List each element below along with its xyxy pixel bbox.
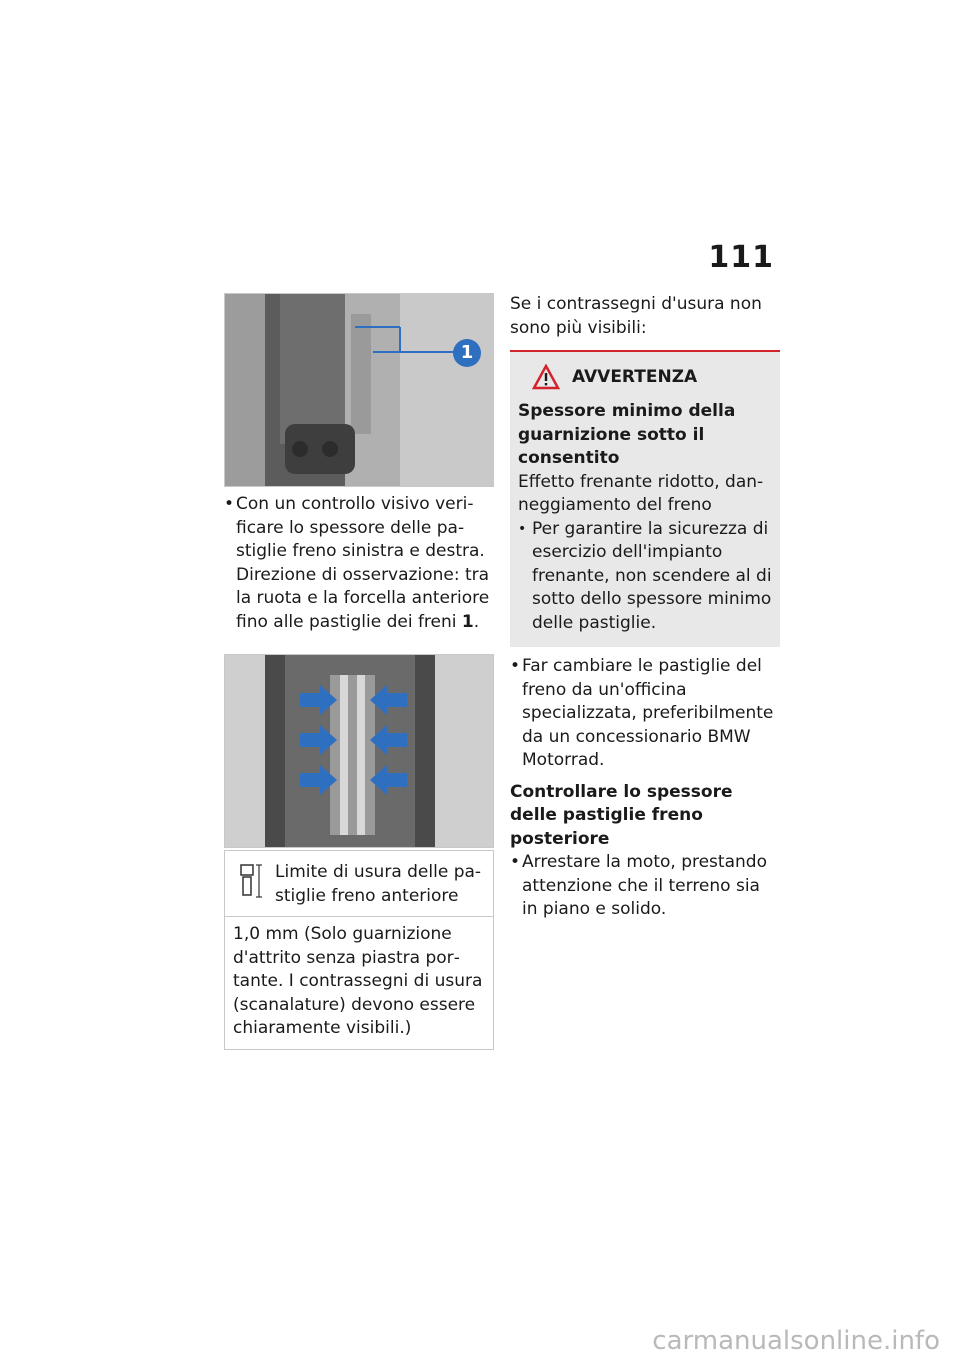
brake-pads-photo (224, 654, 494, 848)
bullet-dot: • (510, 656, 521, 676)
bullet-stop-text: Arrestare la moto, prestando attenzione che il terreno sia in piano e solido. (522, 852, 767, 919)
warning-box (510, 352, 780, 647)
bullet-dot: • (510, 852, 521, 872)
brake-caliper-photo (224, 293, 494, 487)
warning-title: AVVERTENZA (572, 367, 698, 387)
bullet-replace-text: Far cambiare le pastiglie del freno da un'officina specializzata, preferibilmente da un concessionario BMW Motorrad. (522, 656, 774, 770)
left-column (224, 293, 494, 1050)
spec-label: Limite di usura delle pastiglie freno anteriore (275, 862, 482, 906)
bullet-visual-check (224, 493, 494, 634)
page-number: 111 (708, 240, 774, 275)
bullet-replace (510, 655, 780, 773)
warning-title-row (532, 364, 772, 390)
section-heading: Controllare lo spessore delle pastiglie freno posteriore (510, 781, 733, 849)
warning-action (518, 518, 772, 636)
bullet-visual-check-text: Con un controllo visivo verificare lo spessore delle pastiglie freno sinistra e destra. Direzione di osservazione: tra la ruota e la forcella anteriore fino alle pastiglie dei freni (236, 494, 490, 632)
spec-header (225, 851, 493, 917)
caliper-illustration (225, 294, 493, 486)
right-column (510, 293, 780, 922)
watermark: carmanualsonline.info (652, 1326, 940, 1356)
spec-table (224, 850, 494, 1050)
bullet-dot: • (518, 520, 527, 537)
callout-marker-1: 1 (460, 342, 474, 363)
warning-effect: Effetto frenante ridotto, danneggiamento del freno (518, 471, 764, 515)
warning-action-text: Per garantire la sicurezza di esercizio dell'impianto frenante, non scendere al di sotto dello spessore minimo delle pastiglie. (532, 518, 772, 633)
ref-1: 1 (461, 611, 474, 632)
warning-headline: Spessore minimo della guarnizione sotto il consentito (518, 401, 736, 468)
spec-value: 1,0 mm (Solo guarnizione d'attrito senza piastra portante. I contrassegni di usura (scanalature) devono essere chiaramente visibili.) (233, 924, 483, 1038)
warning-triangle-icon (532, 364, 560, 390)
bullet-stop (510, 851, 780, 922)
bullet-dot: • (224, 494, 235, 514)
pad-thickness-icon (239, 861, 265, 903)
pads-illustration (225, 655, 493, 847)
bullet-end: . (473, 611, 480, 632)
intro-text: Se i contrassegni d'usura non sono più visibili: (510, 294, 762, 338)
